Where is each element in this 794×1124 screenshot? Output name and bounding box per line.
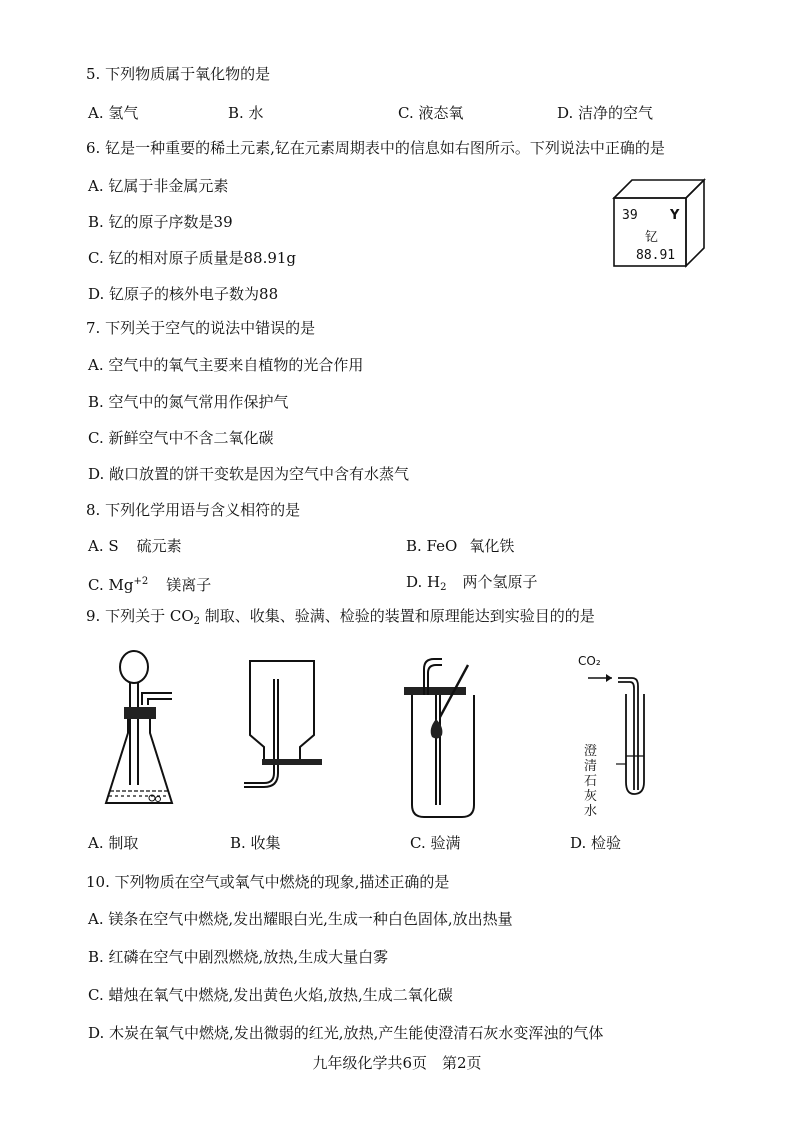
q5-option-c: C. 液态氧 <box>398 104 464 122</box>
tile-atomic-mass: 88.91 <box>636 248 676 263</box>
apparatus-c-bottle <box>398 655 488 825</box>
q8-c-meaning: 镁离子 <box>166 576 212 594</box>
q8-option-c <box>88 572 211 595</box>
q9-label-b: B. 收集 <box>230 834 281 852</box>
q9-label-c: C. 验满 <box>410 834 461 852</box>
q6-option-d: D. 钇原子的核外电子数为88 <box>88 285 279 303</box>
q8-d-symbol: D. H <box>406 573 441 591</box>
q6-option-b: B. 钇的原子序数是39 <box>88 213 233 231</box>
q10-option-b: B. 红磷在空气中剧烈燃烧,放热,生成大量白雾 <box>88 948 389 966</box>
apparatus-a-flask <box>100 645 190 815</box>
q10-option-a: A. 镁条在空气中燃烧,发出耀眼白光,生成一种白色固体,放出热量 <box>88 910 513 928</box>
q8-d-subscript: 2 <box>440 582 447 593</box>
q7-option-a: A. 空气中的氧气主要来自植物的光合作用 <box>88 356 364 374</box>
q9-stem-post: 制取、收集、验满、检验的装置和原理能达到实验目的的是 <box>200 607 595 625</box>
apparatus-d-limewater-label: 澄清石灰水 <box>584 744 598 819</box>
question-8-stem: 8. 下列化学用语与含义相符的是 <box>86 501 301 519</box>
q7-option-c: C. 新鲜空气中不含二氧化碳 <box>88 429 274 447</box>
question-10-stem: 10. 下列物质在空气或氧气中燃烧的现象,描述正确的是 <box>86 873 450 891</box>
page-footer: 九年级化学共6页 第2页 <box>312 1054 482 1072</box>
q8-option-d <box>406 572 538 598</box>
q8-c-symbol: C. Mg <box>88 576 134 594</box>
q8-a-symbol: A. S <box>88 537 119 555</box>
q5-option-b: B. 水 <box>228 104 264 122</box>
q9-stem-pre: 9. 下列关于 CO <box>86 607 194 625</box>
q8-d-meaning: 两个氢原子 <box>462 573 538 591</box>
q7-option-d: D. 敞口放置的饼干变软是因为空气中含有水蒸气 <box>88 465 410 483</box>
question-6-stem: 6. 钇是一种重要的稀土元素,钇在元素周期表中的信息如右图所示。下列说法中正确的是 <box>86 139 665 157</box>
q7-option-b: B. 空气中的氮气常用作保护气 <box>88 393 289 411</box>
q8-b-meaning: 氧化铁 <box>469 537 515 555</box>
q6-option-a: A. 钇属于非金属元素 <box>88 177 229 195</box>
q8-b-symbol: B. FeO <box>406 537 458 555</box>
tile-atomic-number: 39 <box>622 208 638 223</box>
tile-element-name: 钇 <box>645 230 659 245</box>
question-7-stem: 7. 下列关于空气的说法中错误的是 <box>86 319 316 337</box>
q5-option-d: D. 洁净的空气 <box>557 104 654 122</box>
q10-option-c: C. 蜡烛在氧气中燃烧,发出黄色火焰,放热,生成二氧化碳 <box>88 986 453 1004</box>
apparatus-b-bottle <box>240 655 330 795</box>
q5-option-a: A. 氢气 <box>88 104 139 122</box>
q9-label-a: A. 制取 <box>88 834 139 852</box>
q9-label-d: D. 检验 <box>570 834 622 852</box>
question-5-stem: 5. 下列物质属于氧化物的是 <box>86 65 271 83</box>
periodic-table-tile <box>612 178 707 268</box>
q6-option-c: C. 钇的相对原子质量是88.91g <box>88 249 297 267</box>
q9-stem-sub: 2 <box>193 616 200 627</box>
q8-option-a <box>88 536 182 556</box>
apparatus-d-co2-label: CO₂ <box>578 654 601 668</box>
q8-a-meaning: 硫元素 <box>136 537 182 555</box>
q8-option-b <box>406 536 514 556</box>
q8-c-charge: +2 <box>133 576 149 587</box>
tile-element-symbol: Y <box>670 208 680 223</box>
q10-option-d: D. 木炭在氧气中燃烧,发出微弱的红光,放热,产生能使澄清石灰水变浑浊的气体 <box>88 1024 604 1042</box>
question-9-stem <box>86 606 595 632</box>
